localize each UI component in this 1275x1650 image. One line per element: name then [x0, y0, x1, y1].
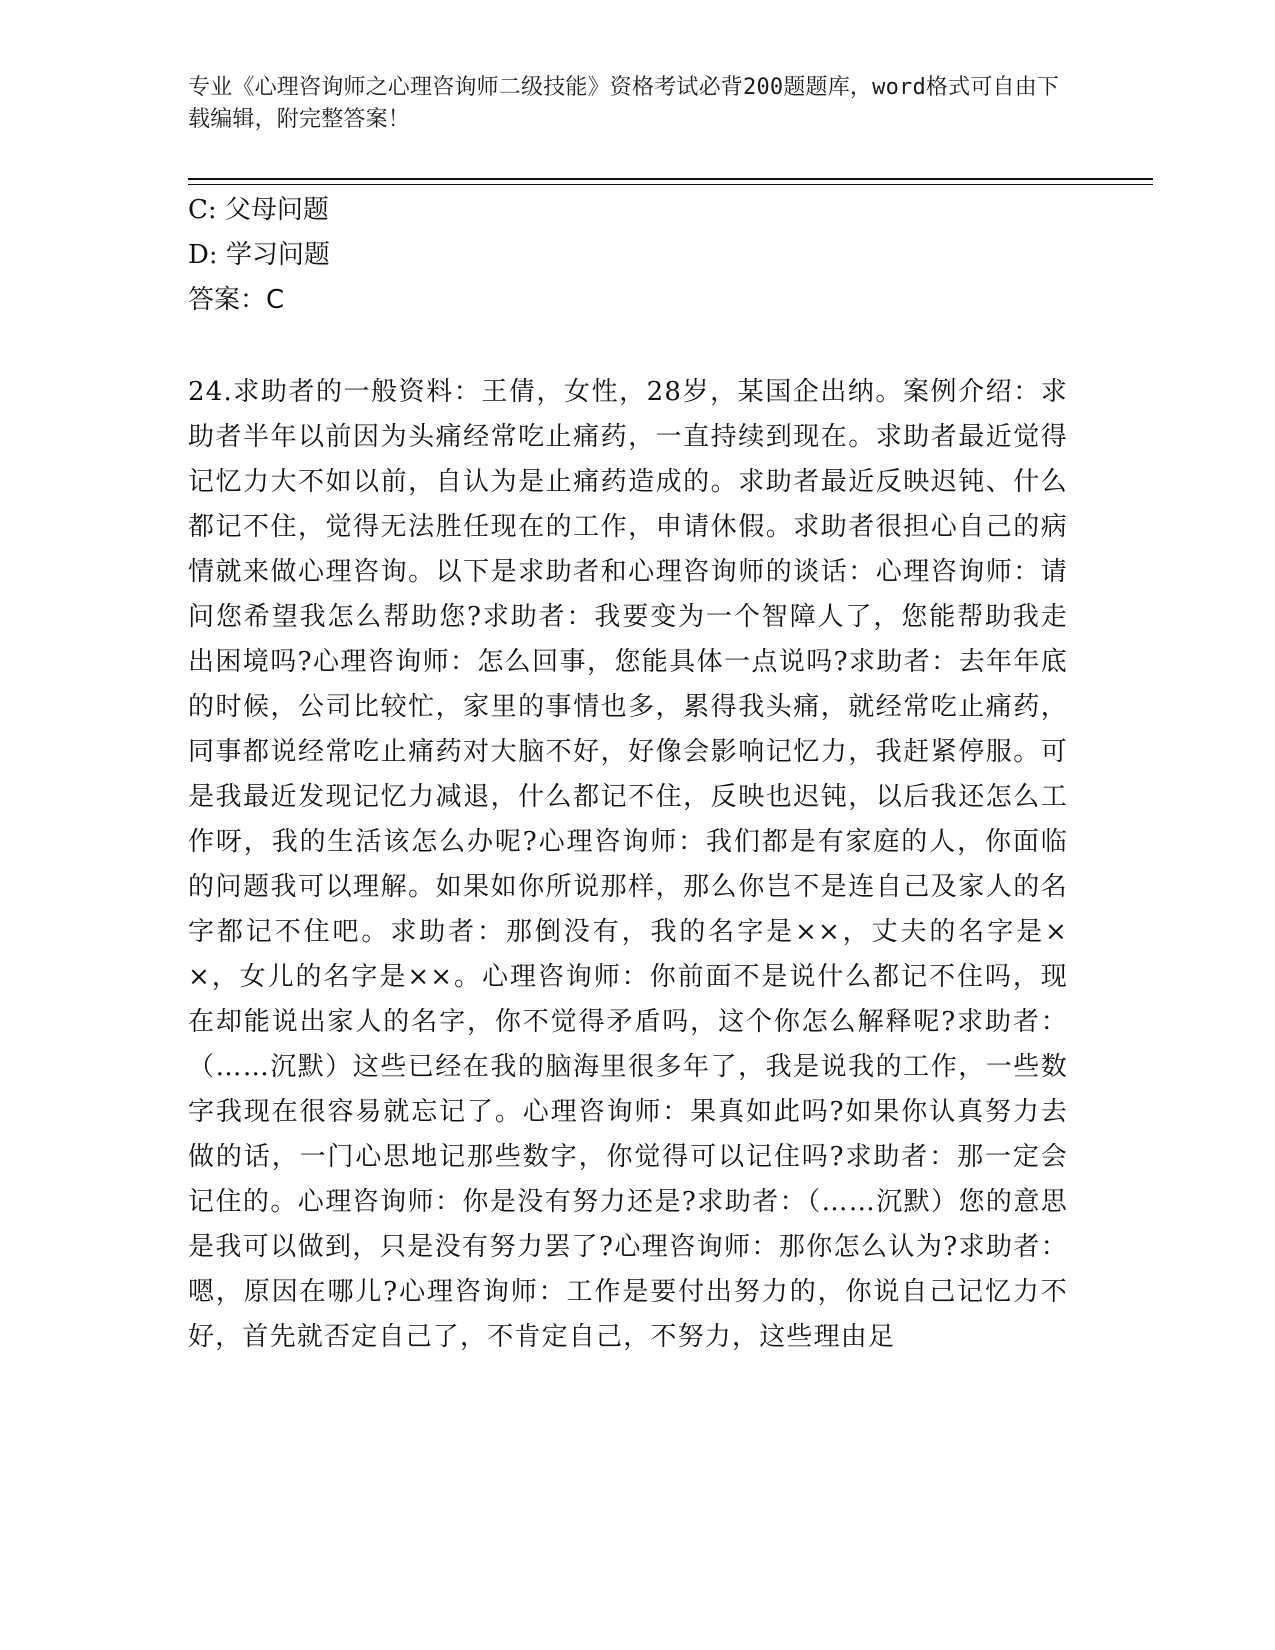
- question-number: 24.: [188, 377, 233, 407]
- answer-label: 答案：: [188, 285, 267, 315]
- header-title: 专业《心理咨询师之心理咨询师二级技能》资格考试必背200题题库，word格式可自由下载编辑，附完整答案！: [188, 75, 1060, 132]
- option-text: 学习问题: [225, 240, 330, 270]
- option-label: D:: [188, 240, 218, 270]
- option-d: [188, 233, 330, 278]
- option-c: [188, 188, 330, 233]
- answer-value: C: [266, 285, 285, 315]
- answer-line: [188, 278, 330, 323]
- page-header: [188, 72, 1068, 136]
- question-text: 求助者的一般资料：王倩，女性，28岁，某国企出纳。案例介绍：求助者半年以前因为头痛经常吃止痛药，一直持续到现在。求助者最近觉得记忆力大不如以前，自认为是止痛药造成的。求助者最近反映迟钝、什么都记不住，觉得无法胜任现在的工作，申请休假。求助者很担心自己的病情就来做心理咨询。以下是求助者和心理咨询师的谈话：心理咨询师：请问您希望我怎么帮助您?求助者：我要变为一个智障人了，您能帮助我走出困境吗?心理咨询师：怎么回事，您能具体一点说吗?求助者：去年年底的时候，公司比较忙，家里的事情也多，累得我头痛，就经常吃止痛药，同事都说经常吃止痛药对大脑不好，好像会影响记忆力，我赶紧停服。可是我最近发现记忆力减退，什么都记不住，反映也迟钝，以后我还怎么工作呀，我的生活该怎么办呢?心理咨询师：我们都是有家庭的人，你面临的问题我可以理解。如果如你所说那样，那么你岂不是连自己及家人的名字都记不住吧。求助者：那倒没有，我的名字是××，丈夫的名字是××，女儿的名字是××。心理咨询师：你前面不是说什么都记不住吗，现在却能说出家人的名字，你不觉得矛盾吗，这个你怎么解释呢?求助者：（……沉默）这些已经在我的脑海里很多年了，我是说我的工作，一些数字我现在很容易就忘记了。心理咨询师：果真如此吗?如果你认真努力去做的话，一门心思地记那些数字，你觉得可以记住吗?求助者：那一定会记住的。心理咨询师：你是没有努力还是?求助者：（……沉默）您的意思是我可以做到，只是没有努力罢了?心理咨询师：那你怎么认为?求助者：嗯，原因在哪儿?心理咨询师：工作是要付出努力的，你说自己记忆力不好，首先就否定自己了，不肯定自己，不努力，这些理由足: [188, 377, 1068, 1352]
- header-divider-thin: [188, 184, 1153, 185]
- question-24: [188, 370, 1068, 1360]
- option-label: C:: [188, 195, 217, 225]
- answer-options: [188, 188, 330, 323]
- option-text: 父母问题: [224, 195, 329, 225]
- header-divider-thick: [188, 178, 1153, 180]
